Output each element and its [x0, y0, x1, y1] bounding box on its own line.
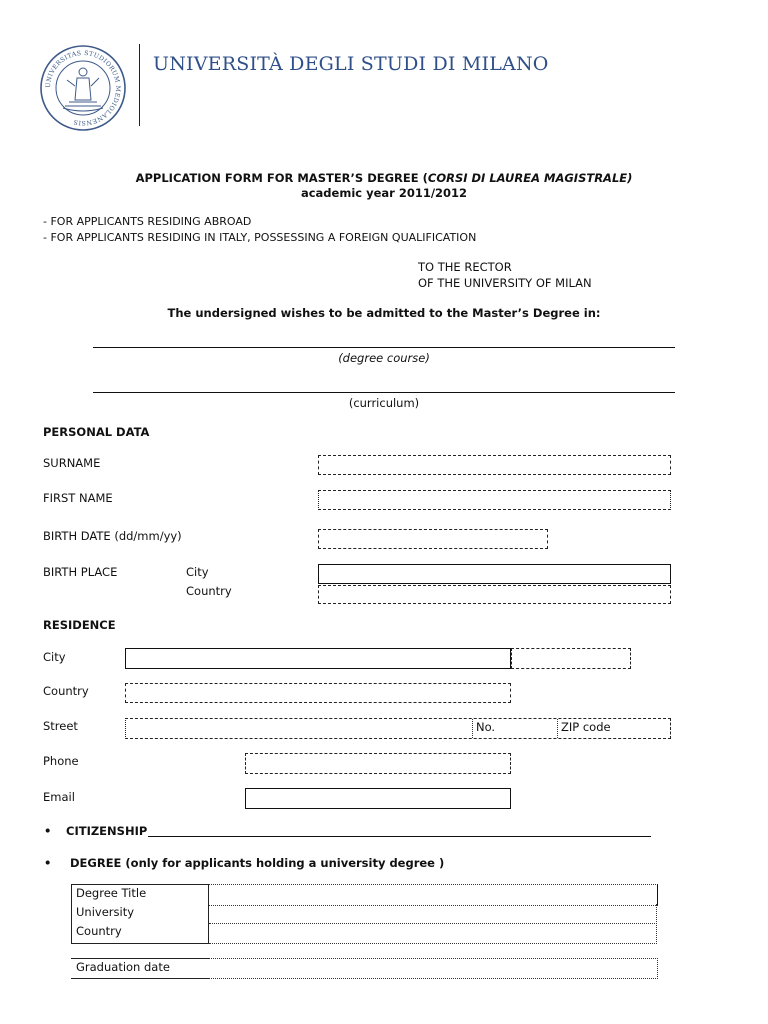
degree-label: DEGREE (only for applicants holding a university degree ) — [70, 856, 445, 870]
degree-university-label: University — [76, 905, 135, 919]
birth-date-label: BIRTH DATE (dd/mm/yy) — [43, 529, 182, 543]
birth-country-field[interactable] — [318, 585, 671, 604]
birth-city-label: City — [186, 565, 209, 579]
recipient-line-1: TO THE RECTOR — [418, 260, 512, 274]
citizenship-line[interactable] — [148, 836, 651, 837]
birth-date-field[interactable] — [318, 529, 548, 549]
form-title-text: APPLICATION FORM FOR MASTER’S DEGREE ( — [135, 171, 428, 185]
degree-country-label: Country — [76, 924, 122, 938]
surname-label: SURNAME — [43, 456, 101, 470]
residence-city-label: City — [43, 650, 66, 664]
personal-data-heading: PERSONAL DATA — [43, 425, 150, 439]
zip-code-label: ZIP code — [561, 720, 611, 734]
degree-course-label: (degree course) — [338, 351, 430, 365]
phone-label: Phone — [43, 754, 79, 768]
header-divider — [139, 44, 140, 126]
zip-code-divider — [557, 719, 558, 738]
curriculum-label: (curriculum) — [348, 396, 420, 410]
curriculum-line[interactable] — [93, 392, 675, 393]
graduation-date-field[interactable] — [209, 958, 658, 979]
birth-country-label: Country — [186, 584, 232, 598]
email-label: Email — [43, 790, 75, 804]
residence-country-field[interactable] — [125, 683, 511, 703]
university-name: UNIVERSITÀ DEGLI STUDI DI MILANO — [153, 53, 549, 75]
street-label: Street — [43, 719, 78, 733]
first-name-label: FIRST NAME — [43, 491, 113, 505]
applicants-line-italy: - FOR APPLICANTS RESIDING IN ITALY, POSSESSING A FOREIGN QUALIFICATION — [43, 231, 477, 244]
academic-year: academic year 2011/2012 — [300, 186, 468, 200]
degree-course-line[interactable] — [93, 347, 675, 348]
degree-title-label: Degree Title — [76, 886, 147, 900]
residence-city-extra-field[interactable] — [511, 648, 631, 669]
degree-fields-right-edge — [656, 904, 657, 944]
email-field[interactable] — [245, 788, 511, 809]
residence-heading: RESIDENCE — [43, 618, 116, 632]
degree-bullet: • — [44, 856, 52, 870]
degree-university-field[interactable] — [209, 904, 657, 924]
residence-country-label: Country — [43, 684, 89, 698]
citizenship-label: CITIZENSHIP — [66, 824, 148, 838]
degree-title-field[interactable] — [209, 884, 658, 906]
birth-place-label: BIRTH PLACE — [43, 565, 118, 579]
degree-country-field[interactable] — [209, 923, 657, 944]
form-title-italic: CORSI DI LAUREA MAGISTRALE) — [427, 171, 633, 185]
first-name-field[interactable] — [318, 490, 671, 510]
surname-field[interactable] — [318, 455, 671, 475]
graduation-date-label: Graduation date — [76, 960, 170, 974]
citizenship-bullet: • — [44, 824, 52, 838]
street-number-label: No. — [476, 720, 496, 734]
recipient-line-2: OF THE UNIVERSITY OF MILAN — [418, 276, 592, 290]
seal-ring-text: UNIVERSITAS STUDIORUM MEDIOLANENSIS — [44, 49, 122, 127]
applicants-line-abroad: - FOR APPLICANTS RESIDING ABROAD — [43, 215, 252, 228]
birth-city-field[interactable] — [318, 564, 671, 584]
university-seal — [39, 44, 127, 132]
street-number-divider — [472, 719, 473, 738]
admission-intro: The undersigned wishes to be admitted to the Master’s Degree in: — [167, 306, 601, 320]
residence-city-field[interactable] — [125, 648, 511, 669]
phone-field[interactable] — [245, 753, 511, 774]
form-title — [0, 171, 768, 185]
